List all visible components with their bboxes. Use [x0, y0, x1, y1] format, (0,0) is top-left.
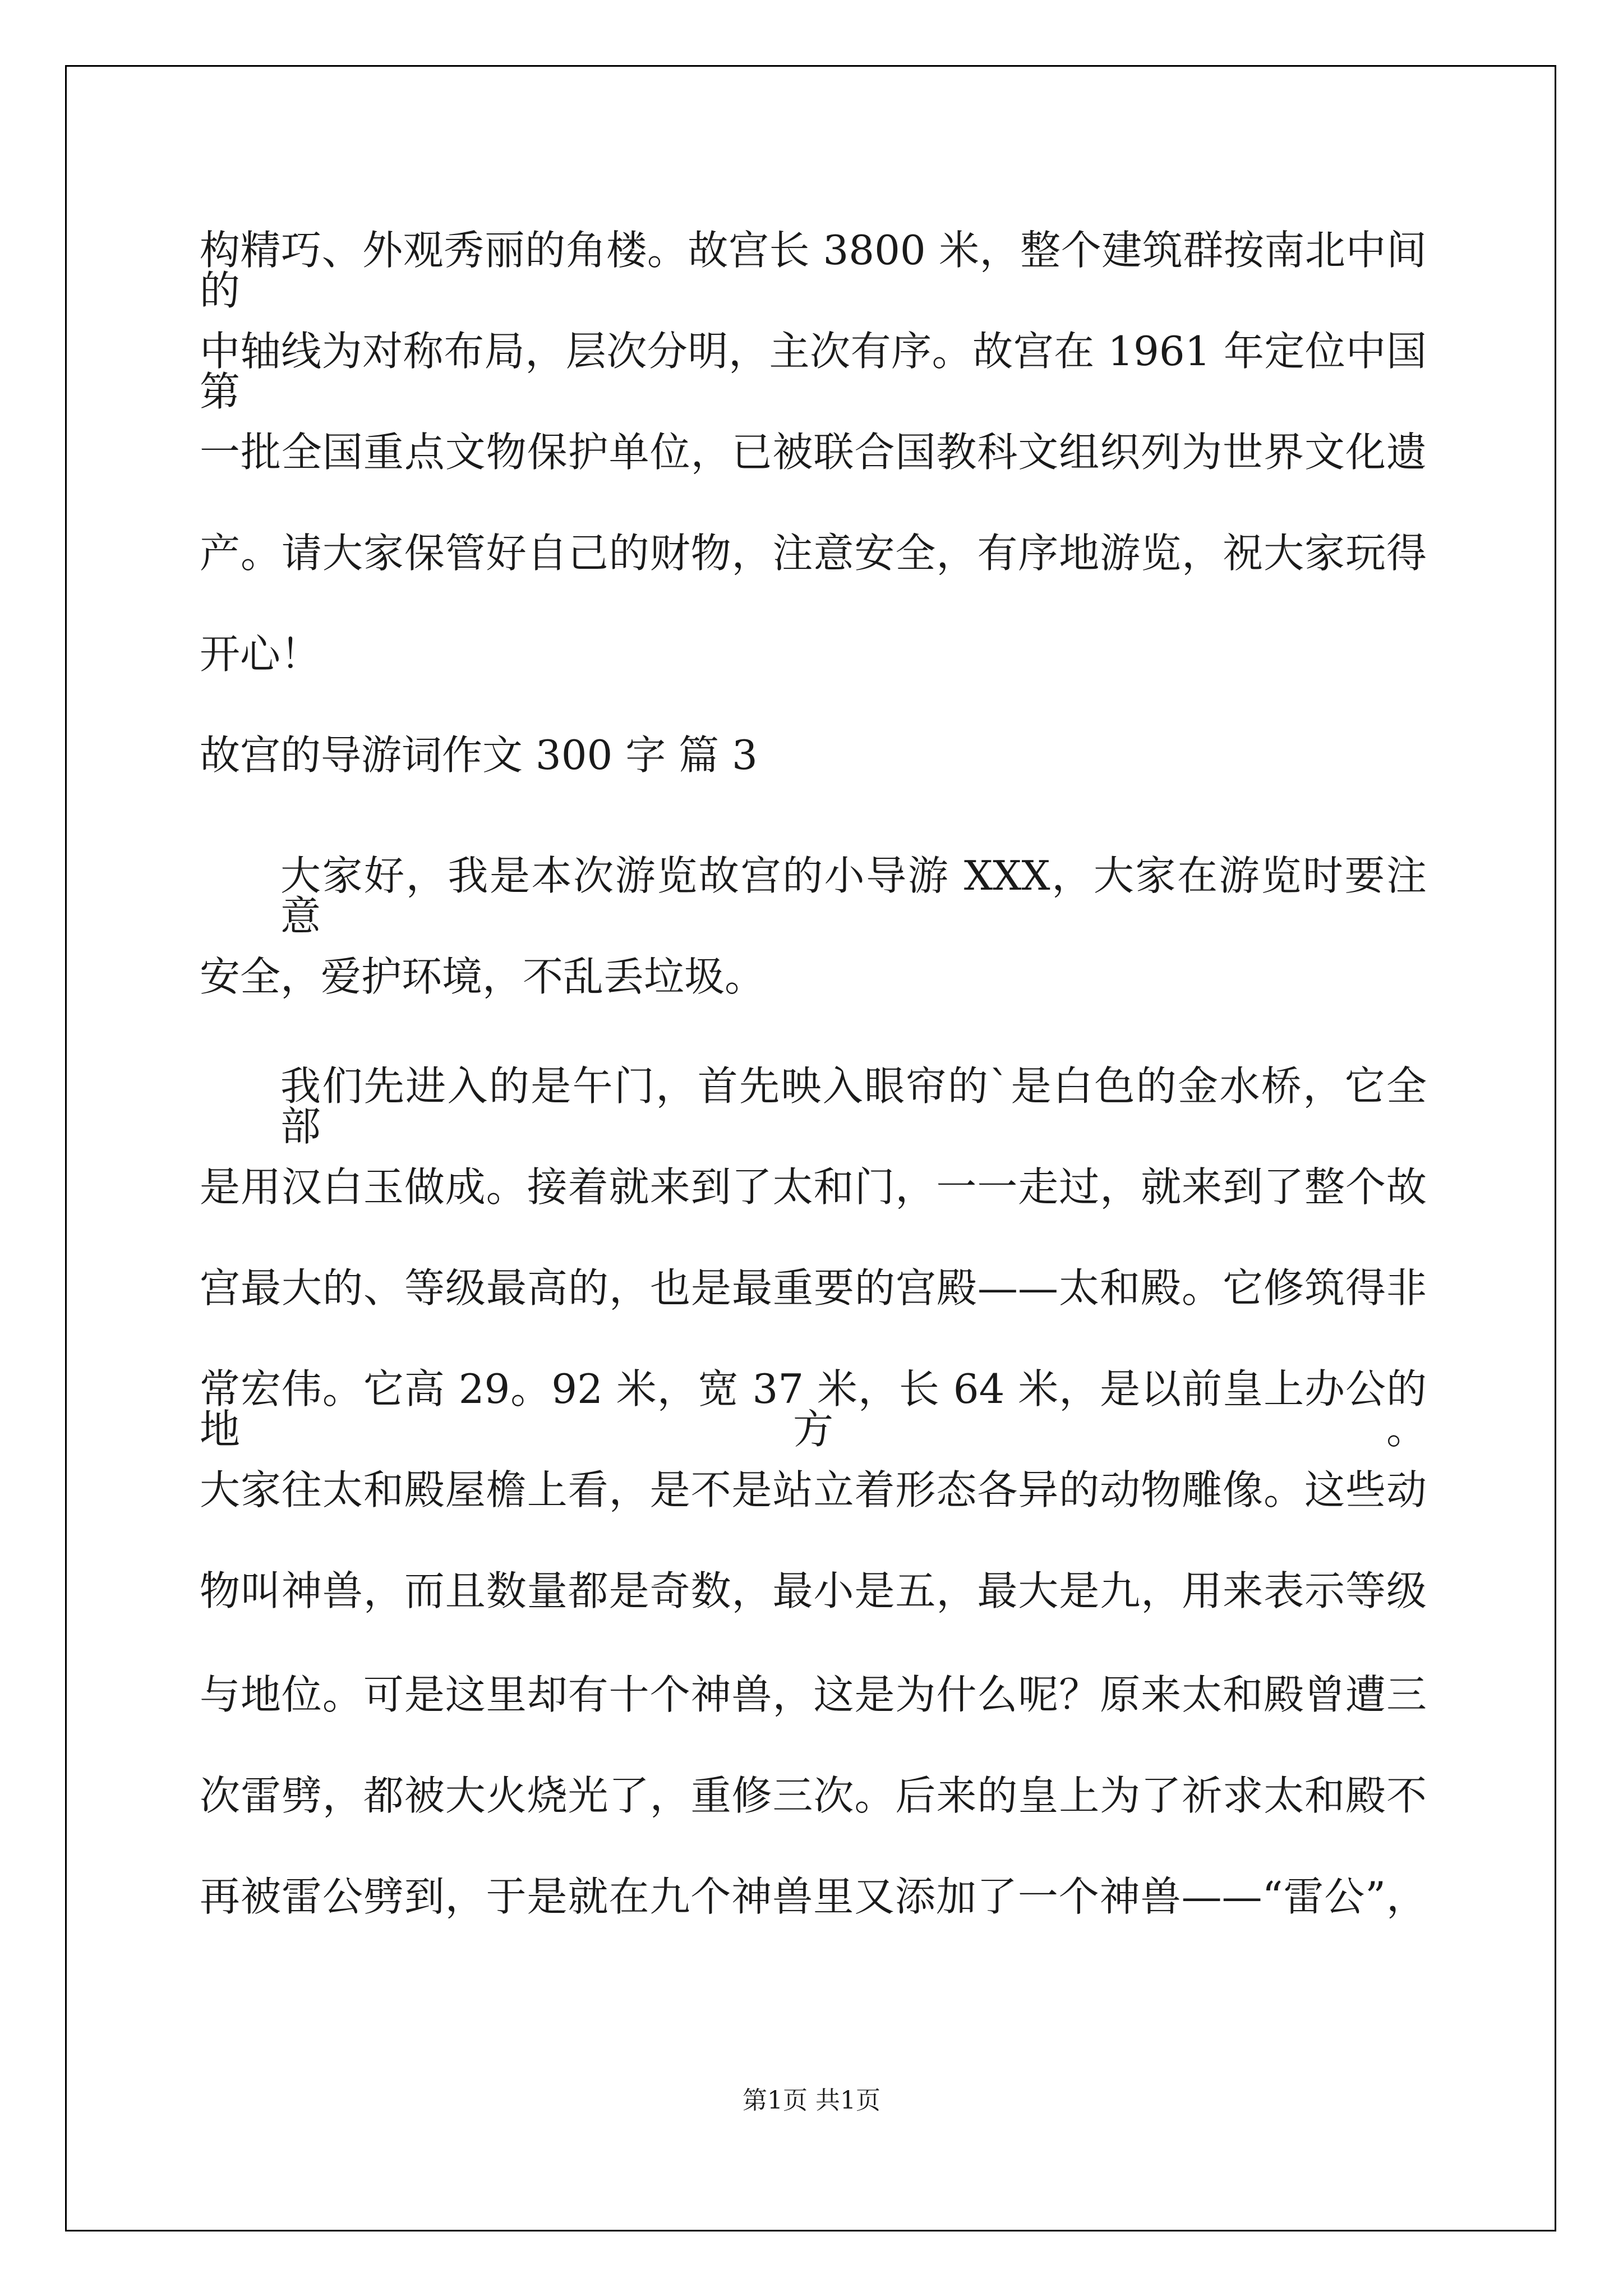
- body-line-5: 开心！: [200, 631, 321, 678]
- body-line-16: 再被雷公劈到，于是就在九个神兽里又添加了一个神兽——“雷公”，: [200, 1873, 1427, 1920]
- page-footer: 第1页 共1页: [743, 2086, 880, 2115]
- body-line-2: 中轴线为对称布局，层次分明，主次有序。故宫在 1961 年定位中国第: [200, 328, 1427, 415]
- body-line-11: 常宏伟。它高 29。92 米，宽 37 米，长 64 米，是以前皇上办公的地方。: [200, 1365, 1427, 1453]
- body-line-9: 是用汉白玉做成。接着就来到了太和门，一一走过，就来到了整个故: [200, 1163, 1427, 1211]
- body-line-13: 物叫神兽，而且数量都是奇数，最小是五，最大是九，用来表示等级: [200, 1567, 1427, 1614]
- body-line-10: 宫最大的、等级最高的，也是最重要的宫殿——太和殿。它修筑得非: [200, 1264, 1427, 1312]
- body-line-3: 一批全国重点文物保护单位，已被联合国教科文组织列为世界文化遗: [200, 429, 1427, 476]
- body-line-1: 构精巧、外观秀丽的角楼。故宫长 3800 米，整个建筑群按南北中间的: [200, 227, 1427, 314]
- section-heading: 故宫的导游词作文 300 字 篇 3: [200, 731, 758, 779]
- body-line-8: 我们先进入的是午门，首先映入眼帘的`是白色的金水桥，它全部: [280, 1062, 1427, 1150]
- body-line-6: 大家好，我是本次游览故宫的小导游 XXX，大家在游览时要注意: [280, 852, 1427, 940]
- body-line-4: 产。请大家保管好自己的财物，注意安全，有序地游览，祝大家玩得: [200, 530, 1427, 577]
- body-line-15: 次雷劈，都被大火烧光了，重修三次。后来的皇上为了祈求太和殿不: [200, 1772, 1427, 1819]
- body-line-12: 大家往太和殿屋檐上看，是不是站立着形态各异的动物雕像。这些动: [200, 1466, 1427, 1513]
- body-line-14: 与地位。可是这里却有十个神兽，这是为什么呢？原来太和殿曾遭三: [200, 1671, 1427, 1718]
- body-line-7: 安全，爱护环境，不乱丢垃圾。: [200, 953, 766, 1000]
